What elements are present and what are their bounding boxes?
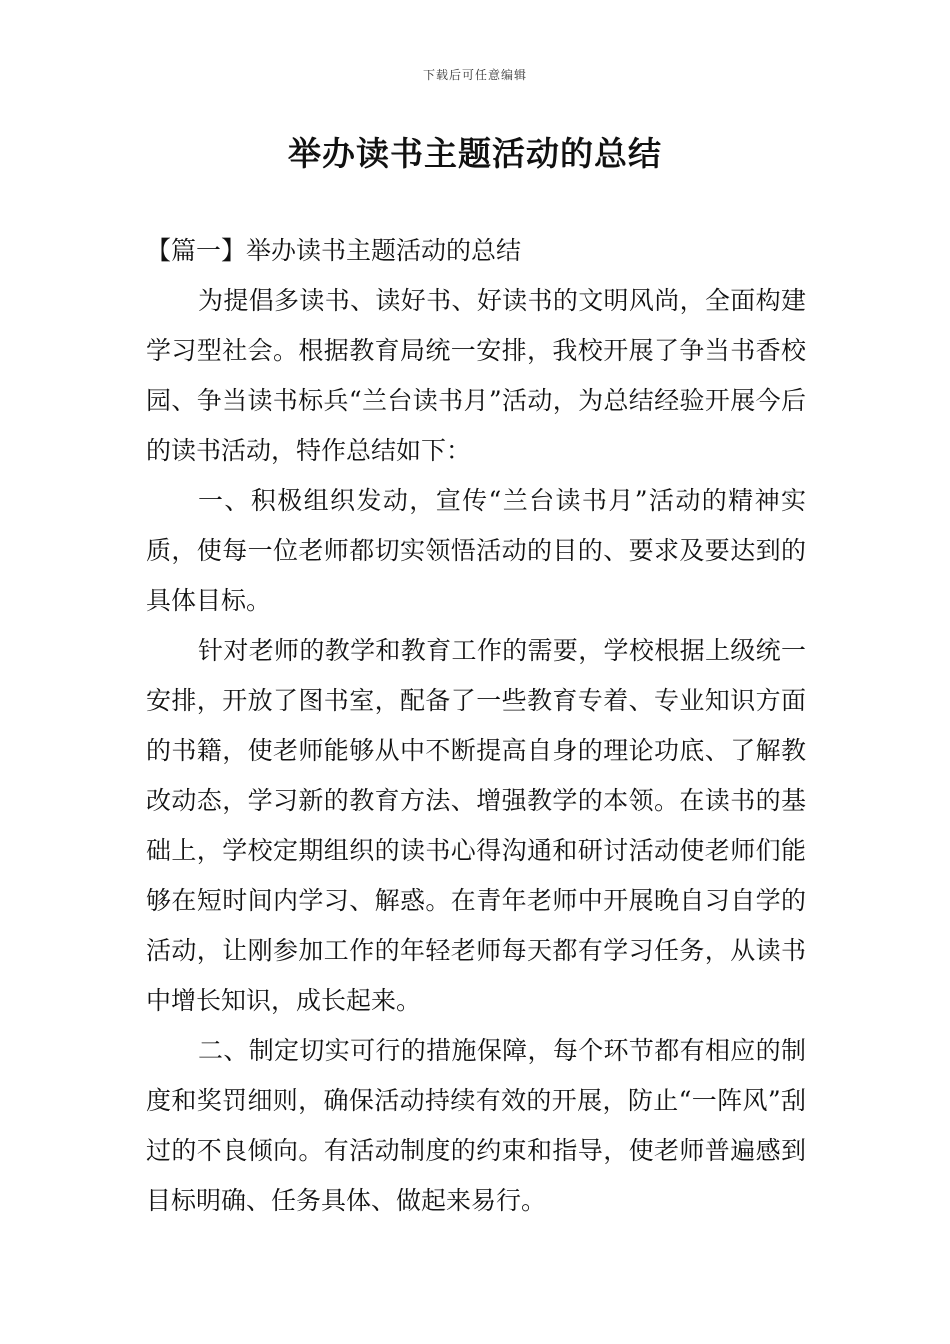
document-body (146, 226, 806, 1226)
paragraph-library-measures: 针对老师的教学和教育工作的需要，学校根据上级统一安排，开放了图书室，配备了一些教育专着、专业知识方面的书籍，使老师能够从中不断提高自身的理论功底、了解教改动态，学习新的教育方法、增强教学的本领。在读书的基础上，学校定期组织的读书心得沟通和研讨活动使老师们能够在短时间内学习、解惑。在青年老师中开展晚自习自学的活动，让刚参加工作的年轻老师每天都有学习任务，从读书中增长知识，成长起来。 (146, 636, 806, 1015)
paragraph-intro: 为提倡多读书、读好书、好读书的文明风尚，全面构建学习型社会。根据教育局统一安排，我校开展了争当书香校园、争当读书标兵“兰台读书月”活动，为总结经验开展今后的读书活动，特作总结如下： (146, 286, 806, 465)
header-note: 下载后可任意编辑 (422, 68, 527, 82)
document-title: 举办读书主题活动的总结 (288, 134, 662, 173)
section-heading: 【篇一】举办读书主题活动的总结 (146, 236, 522, 265)
paragraph-point-one: 一、积极组织发动，宣传“兰台读书月”活动的精神实质，使每一位老师都切实领悟活动的目的、要求及要达到的具体目标。 (146, 486, 806, 615)
paragraph-point-two: 二、制定切实可行的措施保障，每个环节都有相应的制度和奖罚细则，确保活动持续有效的开展，防止“一阵风”刮过的不良倾向。有活动制度的约束和指导，使老师普遍感到目标明确、任务具体、做起来易行。 (146, 1036, 806, 1215)
